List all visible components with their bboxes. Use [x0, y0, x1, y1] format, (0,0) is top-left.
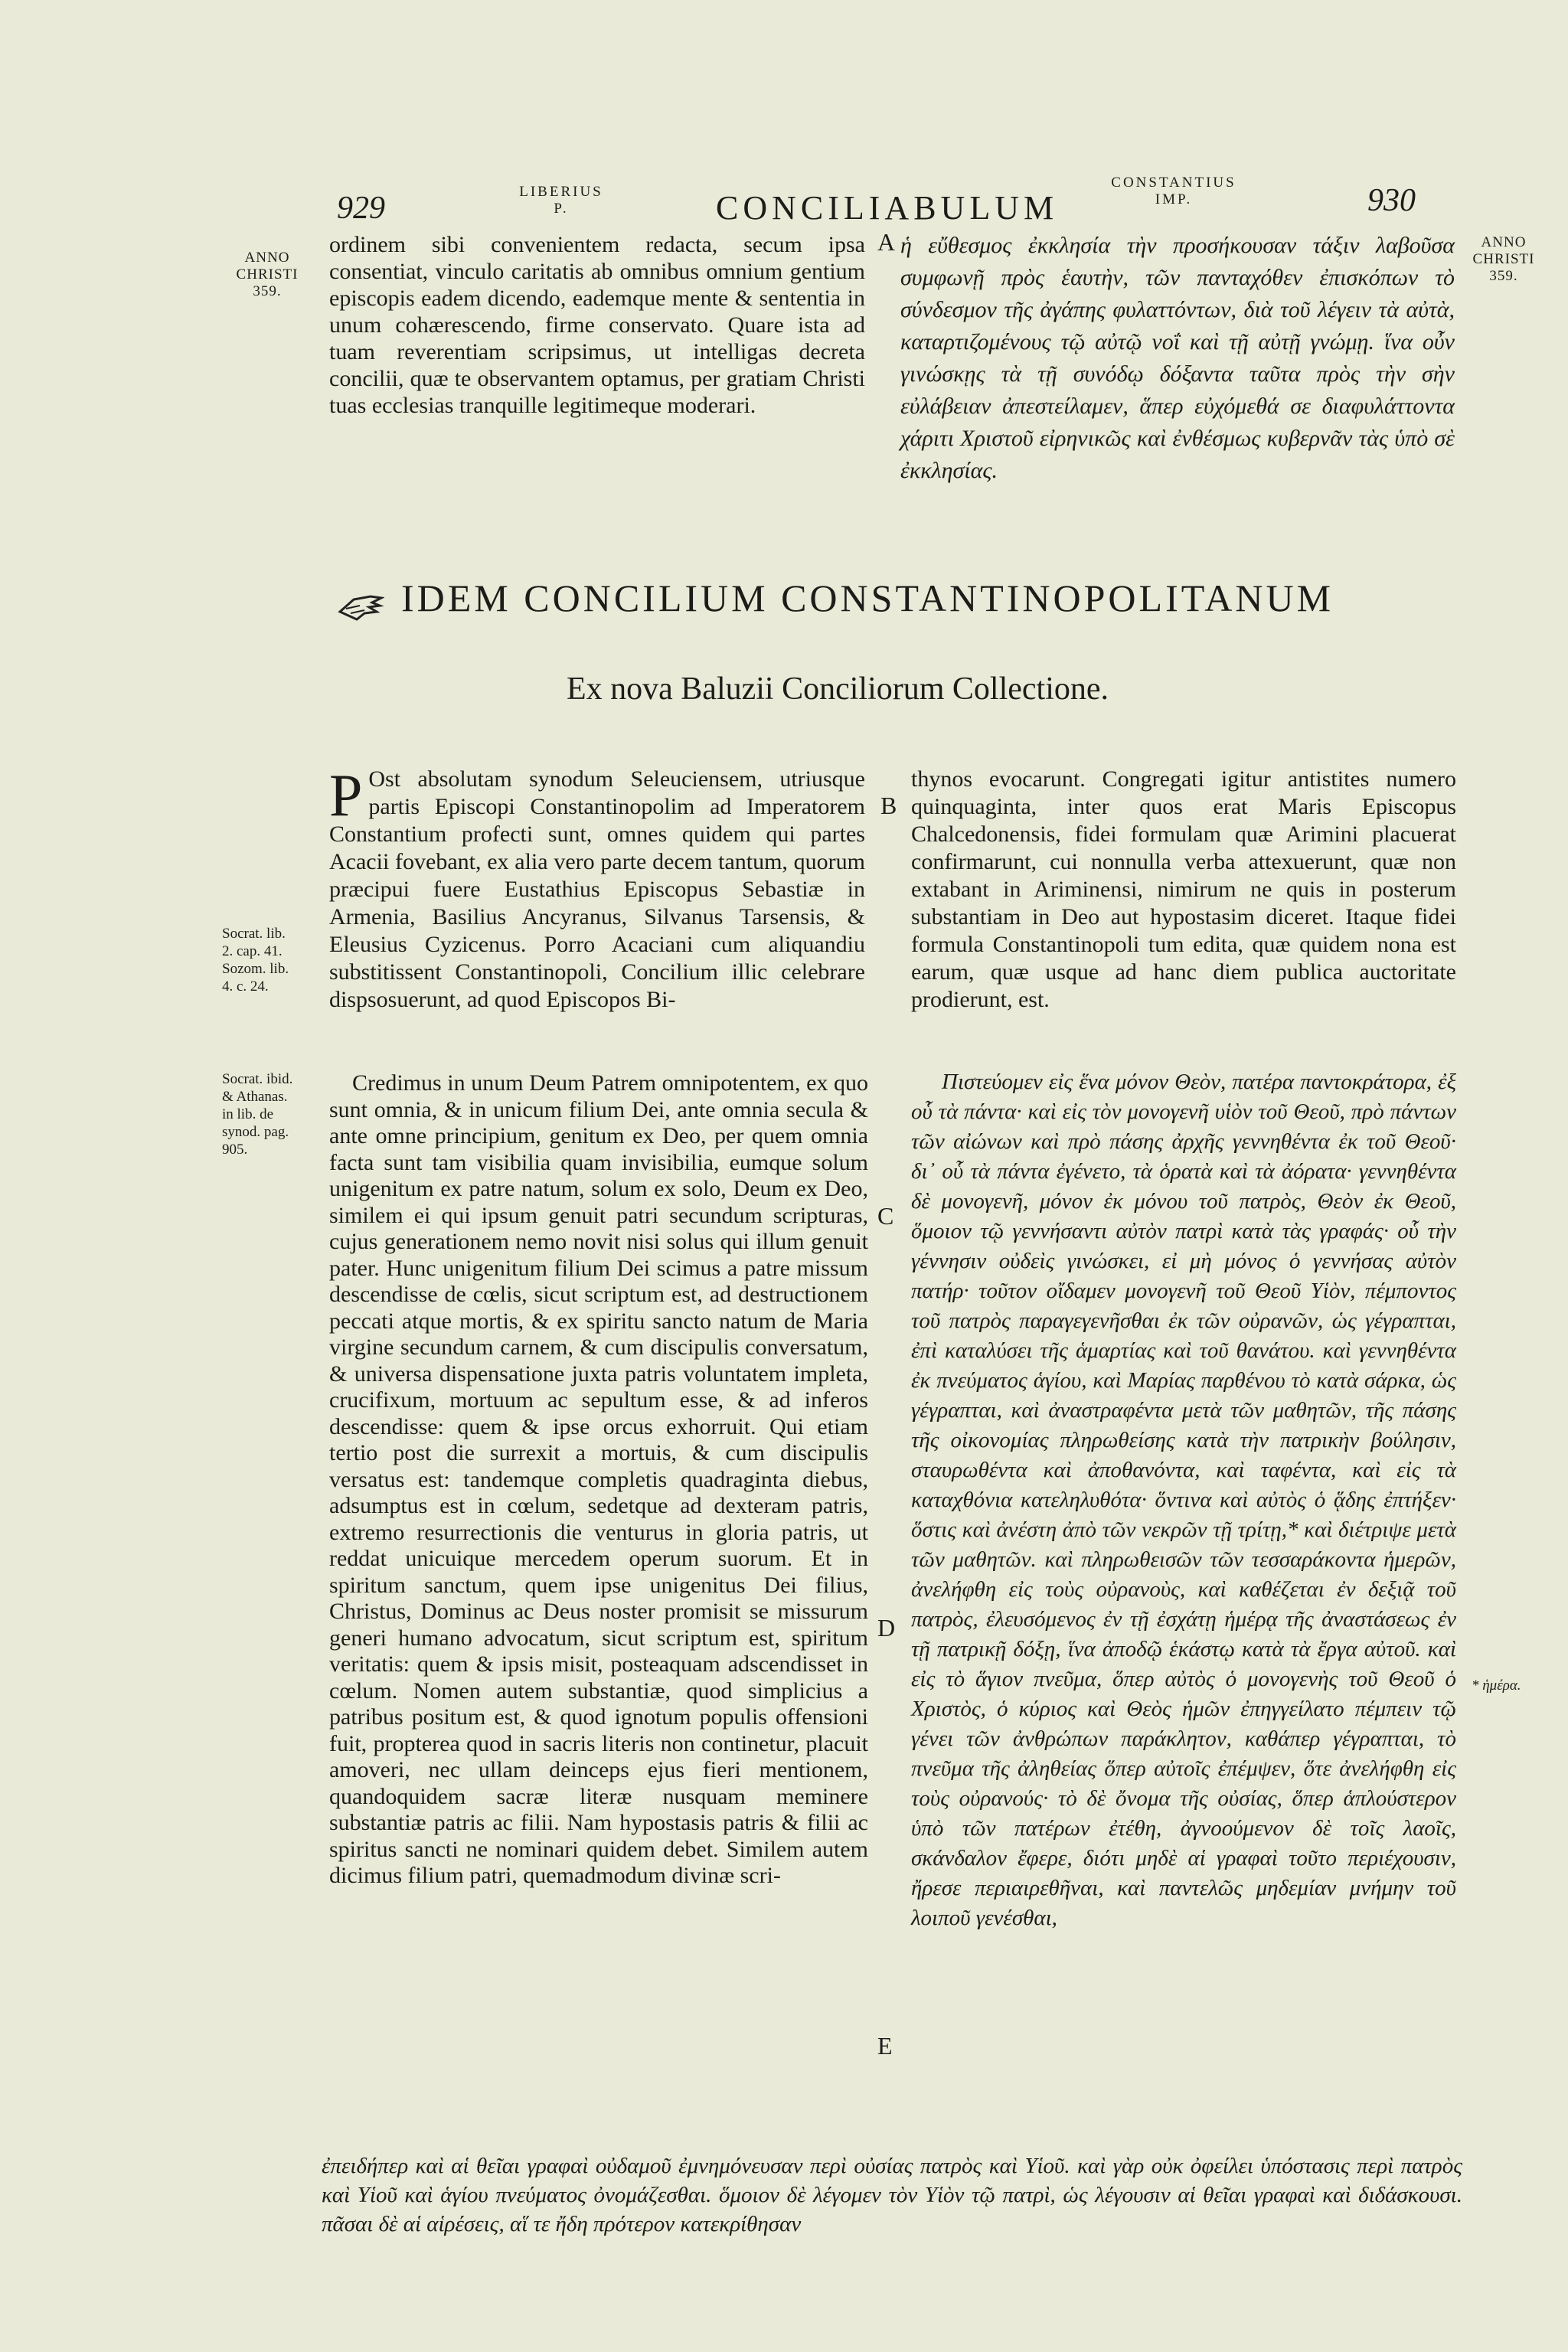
section-letter: A — [877, 228, 896, 256]
creed-latin-text: Credimus in unum Deum Patrem omnipotentem, ex quo sunt omnia, & in unicum filium Dei, ante omnia secula & ante omne principium, genitum ex Deo, per quem omnia facta sunt tam visibilia quam invisibilia, eumque solum unigenitum ex patre natum, solum ex solo, Deum ex Deo, similem ei qui ipsum genuit patri secundum scripturas, cujus generationem nemo novit nisi solus qui illum genuit pater. Hunc unigenitum filium Dei scimus a patre missum descendisse de cœlis, sicut scriptum est, ad destructionem peccati atque mortis, & ex spiritu sancto natum de Maria virgine secundum carnem, & cum discipulis conversatum, & universa dispensatione juxta patris voluntatem impleta, crucifixum, mortuum ac sepultum esse, & ad inferos descendisse: quem & ipse orcus exhorruit. Qui etiam tertio post die surrexit a mortuis, & cum discipulis versatus est: tandemque completis quadraginta diebus, adsumptus est in cœlum, sedetque ad dexteram patris, extremo resurrectionis die venturus in gloria patris, ut reddat unicuique mercedem operum suorum. Et in spiritum sanctum, quem ipse unigenitus Dei filius, Christus, Dominus ac Deus noster promisit se missurum generi humano advocatum, sicut scriptum est, spiritum veritatis: quem & ipsis misit, posteaquam adscendisset in cœlum. Nomen autem substantiæ, quod simplicius a patribus positum est, & quod ignotum populis offensioni fuit, propterea quod in sacris literis non continetur, placuit amoveri, nec ullam deinceps ejus fieri mentionem, quandoquidem sacræ literæ nusquam meminere substantiæ patris ac filii. Nam hypostasis patris & filii ac spiritus sancti ne nominari quidem debet. Similem autem dicimus filium patri, quemadmodum divinæ scri- — [329, 1070, 868, 1888]
margin-reference — [222, 925, 314, 995]
running-head-line: IMP. — [1155, 191, 1193, 207]
reference-line: 2. cap. 41. — [222, 943, 283, 959]
year-label-line: CHRISTI — [1472, 251, 1535, 267]
reference-line: Socrat. ibid. — [222, 1071, 293, 1087]
section-letter: B — [880, 792, 897, 819]
top-latin-text: ordinem sibi convenientem redacta, secum ipsa consentiat, vinculo caritatis ab omnibus omnium gentium episcopis eadem dicendo, eademque mente & sententia in unum cohærescendo, firme conservato. Quare ista ad tuam reverentiam scripsimus, ut intelligas decreta concilii, quæ te observantem optamus, per gratiam Christi tuas ecclesias tranquille legitimeque moderari. — [329, 232, 865, 418]
top-greek-text: ἡ εὔθεσμος ἐκκλησία τὴν προσήκουσαν τάξιν λαβοῦσα συμφωνῇ πρὸς ἑαυτὴν, τῶν πανταχόθεν ἐπισκόπων τὸ σύνδεσμον τῆς ἀγάπης φυλαττόντων, διὰ τοῦ λέγειν τὰ αὐτὰ, καταρτιζομένους τῷ αὐτῷ νοΐ καὶ τῇ αὐτῇ γνώμῃ. ἵνα οὖν γινώσκῃς τὰ τῇ συνόδῳ δόξαντα ταῦτα πρὸς τὴν σὴν εὐλάβειαν ἀπεστείλαμεν, ἅπερ εὐχόμεθά σε διαφυλάττοντα χάριτι Χριστοῦ εἰρηνικῶς καὶ ἐνθέσμως κυβερνᾶν τὰς ὑπὸ σὲ ἐκκλησίας. — [900, 233, 1455, 483]
left-running-head — [511, 184, 611, 217]
creed-greek-bottom: ἐπειδήπερ καὶ αἱ θεῖαι γραφαὶ οὐδαμοῦ ἐμνημόνευσαν περὶ οὐσίας πατρὸς καὶ Υἱοῦ. καὶ γὰρ οὐκ ὀφείλει ὑπόστασις περὶ πατρὸς καὶ Υἱοῦ καὶ ἁγίου πνεύματος ὀνομάζεσθαι. ὅμοιον δὲ λέγομεν τὸν Υἱὸν τῷ πατρὶ, ὡς λέγουσιν αἱ θεῖαι γραφαὶ καὶ διδάσκουσι. πᾶσαι δὲ αἱ αἱρέσεις, αἵ τε ἤδη πρότερον κατεκρίθησαν — [322, 2154, 1462, 2236]
reference-line: & Athanas. — [222, 1089, 288, 1105]
drop-cap: P — [329, 762, 363, 828]
reference-line: in lib. de — [222, 1106, 274, 1122]
intro-left-text: Ost absolutam synodum Seleuciensem, utriusque partis Episcopi Constantinopolim ad Imperatorem Constantium profecti sunt, omnes quidem qui partes Acacii fovebant, ex alia vero parte decem tantum, quorum præcipui fuere Eustathius Episcopus Sebastiæ in Armenia, Basilius Ancyranus, Silvanus Tarsensis, & Eleusius Cyzicenus. Porro Acaciani cum aliquandiu substitissent Constantinopoli, Concilium illic celebrare dispsosuerunt, ad quod Episcopos Bi- — [329, 766, 865, 1012]
right-page-number: 930 — [1367, 183, 1416, 218]
reference-line: 4. c. 24. — [222, 978, 269, 995]
year-label-line: ANNO — [1481, 234, 1527, 250]
running-head-line: LIBERIUS — [519, 184, 603, 200]
page-header-title: CONCILIABULUM — [716, 189, 1059, 227]
margin-reference — [222, 1070, 318, 1158]
section-letter: C — [877, 1202, 894, 1230]
intro-left-column — [329, 762, 865, 1014]
reference-line: Sozom. lib. — [222, 961, 289, 977]
running-head-line: CONSTANTIUS — [1111, 175, 1236, 191]
section-letter: D — [877, 1614, 896, 1642]
reference-line: Socrat. lib. — [222, 926, 286, 942]
year-label-right — [1455, 234, 1553, 285]
intro-right-text: thynos evocarunt. Congregati igitur antistites numero quinquaginta, inter quos erat Maris Episcopus Chalcedonensis, fidei formulam quæ Arimini placuerat confirmarunt, cui nonnulla verba attexuerunt, quæ non extabant in Ariminensi, nimirum ne quis in posterum substantiam in Deo aut hypostasim diceret. Itaque fidei formula Constantinopoli tum edita, quæ quidem nona est earum, quæ usque ad hanc diem publica auctoritate prodierunt, est. — [911, 766, 1456, 1012]
right-running-head — [1086, 175, 1262, 208]
section-heading — [337, 576, 1470, 626]
reference-line: synod. pag. — [222, 1124, 289, 1140]
pointing-hand-icon — [337, 590, 384, 626]
heading-title: IDEM CONCILIUM CONSTANTINOPOLITANUM — [401, 577, 1334, 619]
section-letter: E — [877, 2032, 893, 2060]
year-label-line: 359. — [253, 283, 282, 299]
margin-note: * ἡμέρα. — [1472, 1677, 1521, 1694]
creed-greek-text: Πιστεύομεν εἰς ἕνα μόνον Θεὸν, πατέρα παντοκράτορα, ἐξ οὗ τὰ πάντα· καὶ εἰς τὸν μονογενῆ υἱὸν τοῦ Θεοῦ, πρὸ πάντων τῶν αἰώνων καὶ πρὸ πάσης ἀρχῆς γεννηθέντα ἐκ τοῦ Θεοῦ· δι᾽ οὗ τὰ πάντα ἐγένετο, τὰ ὁρατὰ καὶ τὰ ἀόρατα· γεννηθέντα δὲ μονογενῆ, μόνον ἐκ μόνου τοῦ πατρὸς, Θεὸν ἐκ Θεοῦ, ὅμοιον τῷ γεννήσαντι αὐτὸν πατρὶ κατὰ τὰς γραφάς· οὗ τὴν γέννησιν οὐδεὶς γινώσκει, εἰ μὴ μόνος ὁ γεννήσας αὐτὸν πατήρ· τοῦτον οἴδαμεν μονογενῆ τοῦ Θεοῦ Υἱὸν, πέμποντος τοῦ πατρὸς παραγεγενῆσθαι ἐκ τῶν οὐρανῶν, ὡς γέγραπται, ἐπὶ καταλύσει τῆς ἁμαρτίας καὶ τοῦ θανάτου. καὶ γεννηθέντα ἐκ πνεύματος ἁγίου, καὶ Μαρίας παρθένου τὸ κατὰ σάρκα, ὡς γέγραπται, καὶ ἀναστραφέντα μετὰ τῶν μαθητῶν, τῆς πάσης τῆς οἰκονομίας πληρωθείσης κατὰ τὴν πατρικὴν βούλησιν, σταυρωθέντα καὶ ἀποθανόντα, καὶ ταφέντα, καὶ εἰς τὰ καταχθόνια κατεληλυθότα· ὅντινα καὶ αὐτὸς ὁ ᾅδης ἐπτήξεν· ὅστις καὶ ἀνέστη ἀπὸ τῶν νεκρῶν τῇ τρίτῃ,* καὶ διέτριψε μετὰ τῶν μαθητῶν. καὶ πληρωθεισῶν τῶν τεσσαράκοντα ἡμερῶν, ἀνελήφθη εἰς τοὺς οὐρανοὺς, καὶ καθέζεται ἐν δεξιᾷ τοῦ πατρὸς, ἐλευσόμενος ἐν τῇ ἐσχάτῃ ἡμέρᾳ τῆς ἀναστάσεως ἐν τῇ πατρικῇ δόξῃ, ἵνα ἀποδῷ ἑκάστῳ κατὰ τὰ ἔργα αὐτοῦ. καὶ εἰς τὸ ἅγιον πνεῦμα, ὅπερ αὐτὸς ὁ μονογενὴς τοῦ Θεοῦ ὁ Χριστὸς, ὁ κύριος καὶ Θεὸς ἡμῶν ἐπηγγείλατο πέμπειν τῷ γένει τῶν ἀνθρώπων παράκλητον, καθάπερ γέγραπται, τὸ πνεῦμα τῆς ἀληθείας ὅπερ αὐτοῖς ἐπέμψεν, ὅτε ἀνελήφθη εἰς τοὺς οὐρανούς· τὸ δὲ ὄνομα τῆς οὐσίας, ὅπερ ἁπλούστερον ὑπὸ τῶν πατέρων ἐτέθη, ἀγνοούμενον δὲ τοῖς λαοῖς, σκάνδαλον ἔφερε, διότι μηδὲ αἱ γραφαὶ τοῦτο περιέχουσιν, ἤρεσε περιαιρεθῆναι, καὶ παντελῶς μηδεμίαν μνήμην τοῦ λοιποῦ γενέσθαι, — [911, 1070, 1456, 1930]
reference-line: 905. — [222, 1142, 248, 1158]
heading-subtitle: Ex nova Baluzii Conciliorum Collectione. — [567, 671, 1109, 707]
left-page-number: 929 — [337, 191, 385, 226]
running-head-line: P. — [554, 201, 569, 217]
year-label-left — [217, 250, 317, 300]
year-label-line: CHRISTI — [236, 266, 299, 283]
year-label-line: ANNO — [244, 250, 290, 266]
year-label-line: 359. — [1489, 268, 1518, 284]
